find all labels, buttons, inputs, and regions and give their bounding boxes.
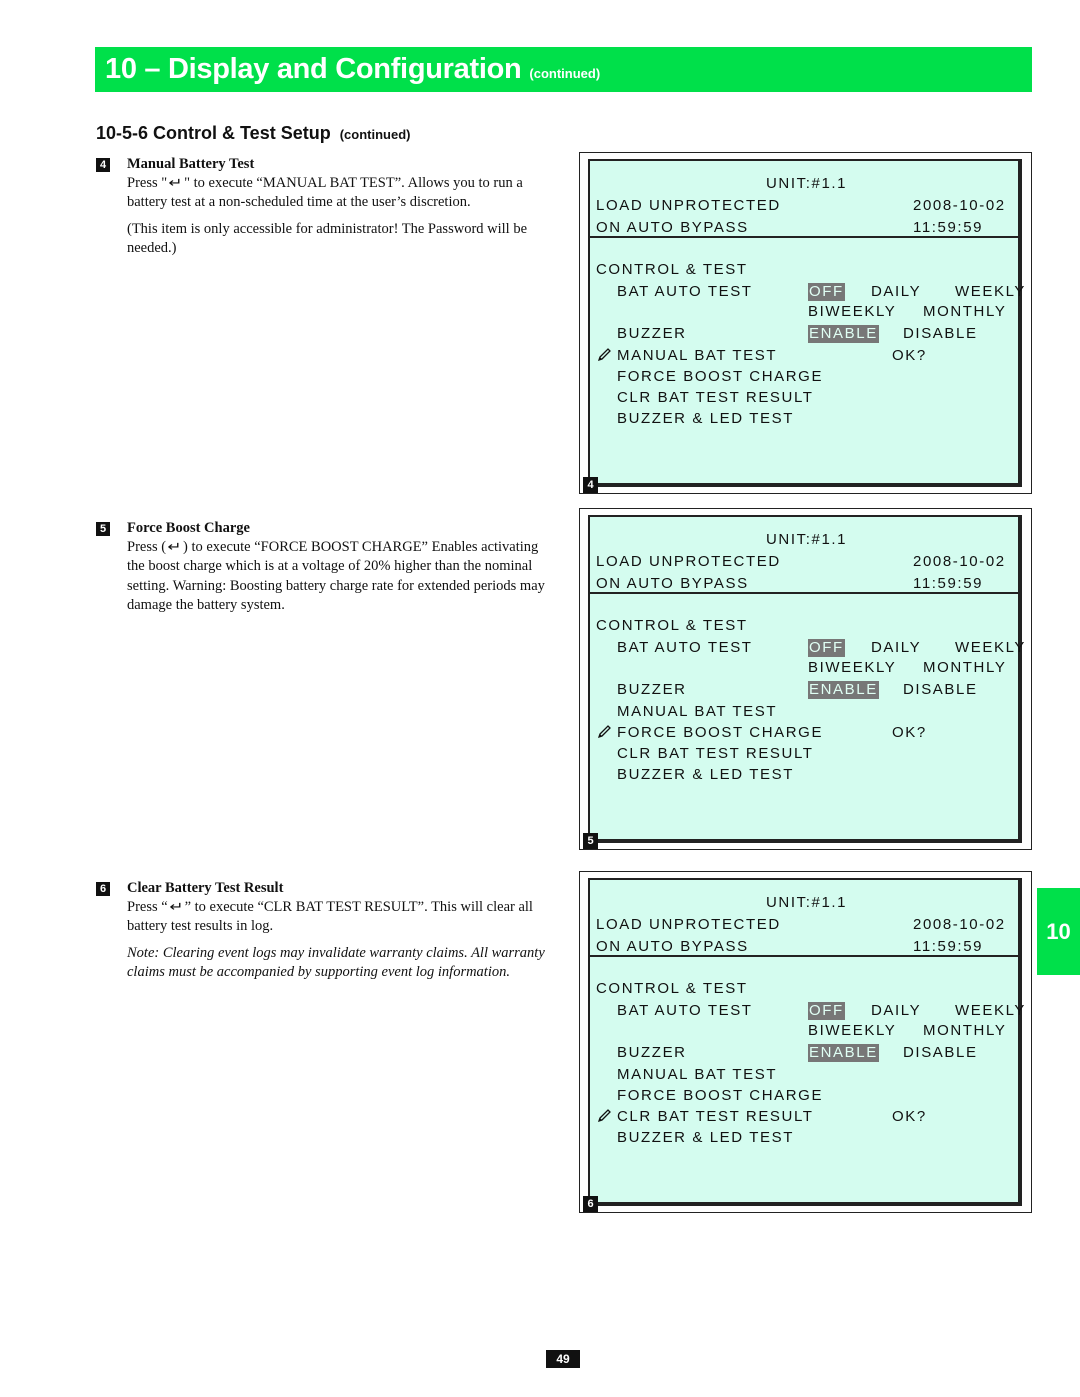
- lcd-ok-prompt[interactable]: OK?: [892, 347, 927, 364]
- lcd-ok-prompt[interactable]: OK?: [892, 724, 927, 741]
- lcd-menu-title: CONTROL & TEST: [596, 980, 748, 997]
- item-number-badge: 6: [96, 882, 110, 896]
- lcd-date: 2008-10-02: [913, 553, 1006, 570]
- page-number: 49: [546, 1350, 580, 1368]
- section-heading: [96, 123, 410, 144]
- lcd-item-clr-bat-test-result[interactable]: CLR BAT TEST RESULT: [617, 745, 814, 762]
- lcd-unit: UNIT:#1.1: [766, 175, 848, 192]
- lcd-option-biweekly[interactable]: BIWEEKLY: [808, 659, 897, 676]
- lcd-panel-5: [579, 508, 1032, 850]
- lcd-screen: [588, 878, 1027, 1206]
- lcd-menu-title: CONTROL & TEST: [596, 261, 748, 278]
- lcd-option-daily[interactable]: DAILY: [871, 283, 922, 300]
- lcd-option-disable[interactable]: DISABLE: [903, 681, 978, 698]
- lcd-item-buzzer[interactable]: BUZZER: [617, 681, 687, 698]
- lcd-time: 11:59:59: [913, 219, 984, 236]
- lcd-option-monthly[interactable]: MONTHLY: [923, 659, 1007, 676]
- lcd-item-bat-auto-test[interactable]: BAT AUTO TEST: [617, 639, 753, 656]
- panel-number-badge: 6: [583, 1196, 598, 1212]
- lcd-ok-prompt[interactable]: OK?: [892, 1108, 927, 1125]
- lcd-status-bypass: ON AUTO BYPASS: [596, 575, 749, 592]
- lcd-status-load: LOAD UNPROTECTED: [596, 553, 781, 570]
- lcd-item-bat-auto-test[interactable]: BAT AUTO TEST: [617, 283, 753, 300]
- enter-key-icon: ↵: [169, 900, 184, 915]
- lcd-option-biweekly[interactable]: BIWEEKLY: [808, 303, 897, 320]
- lcd-item-clr-bat-test-result[interactable]: CLR BAT TEST RESULT: [617, 389, 814, 406]
- lcd-status-load: LOAD UNPROTECTED: [596, 916, 781, 933]
- lcd-item-buzzer[interactable]: BUZZER: [617, 325, 687, 342]
- pencil-cursor-icon: [597, 347, 612, 362]
- panel-number-badge: 5: [583, 833, 598, 849]
- item-description: Press (↵) to execute “FORCE BOOST CHARGE” Enables activating the boost charge which is at a voltage of 20% higher than the nominal setting. Warning: Boosting battery charge rate for extended periods may damage the battery system.: [127, 539, 545, 613]
- lcd-item-force-boost-charge[interactable]: FORCE BOOST CHARGE: [617, 1087, 824, 1104]
- lcd-status-bypass: ON AUTO BYPASS: [596, 938, 749, 955]
- item-force-boost-charge: [96, 519, 551, 622]
- item-number-badge: 4: [96, 158, 110, 172]
- item-number-badge: 5: [96, 522, 110, 536]
- enter-key-icon: ↵: [168, 176, 183, 191]
- lcd-unit: UNIT:#1.1: [766, 894, 848, 911]
- lcd-option-off[interactable]: OFF: [809, 1002, 844, 1019]
- lcd-option-enable[interactable]: ENABLE: [809, 1044, 878, 1061]
- lcd-option-daily[interactable]: DAILY: [871, 639, 922, 656]
- pencil-cursor-icon: [597, 724, 612, 739]
- lcd-time: 11:59:59: [913, 575, 984, 592]
- lcd-item-clr-bat-test-result[interactable]: CLR BAT TEST RESULT: [617, 1108, 814, 1125]
- lcd-item-buzzer-led-test[interactable]: BUZZER & LED TEST: [617, 766, 794, 783]
- lcd-screen: [588, 515, 1027, 843]
- lcd-option-biweekly[interactable]: BIWEEKLY: [808, 1022, 897, 1039]
- lcd-panel-6: [579, 871, 1032, 1213]
- lcd-option-off[interactable]: OFF: [809, 283, 844, 300]
- lcd-item-force-boost-charge[interactable]: FORCE BOOST CHARGE: [617, 368, 824, 385]
- lcd-option-weekly[interactable]: WEEKLY: [955, 639, 1027, 656]
- lcd-time: 11:59:59: [913, 938, 984, 955]
- item-description: Press “↵” to execute “CLR BAT TEST RESULT”. This will clear all battery test results in log.: [127, 899, 533, 935]
- lcd-option-monthly[interactable]: MONTHLY: [923, 303, 1007, 320]
- lcd-date: 2008-10-02: [913, 197, 1006, 214]
- lcd-option-weekly[interactable]: WEEKLY: [955, 283, 1027, 300]
- lcd-option-off[interactable]: OFF: [809, 639, 844, 656]
- chapter-side-tab: 10: [1037, 888, 1080, 975]
- item-title: Clear Battery Test Result: [127, 880, 284, 896]
- item-access-note: (This item is only accessible for administrator! The Password will be needed.): [127, 220, 528, 256]
- section-continued: (continued): [339, 127, 411, 142]
- lcd-option-enable[interactable]: ENABLE: [809, 681, 878, 698]
- lcd-item-buzzer-led-test[interactable]: BUZZER & LED TEST: [617, 410, 794, 427]
- lcd-screen: [588, 159, 1027, 487]
- item-title: Force Boost Charge: [127, 520, 250, 536]
- lcd-divider: [590, 236, 1018, 238]
- lcd-menu-title: CONTROL & TEST: [596, 617, 748, 634]
- lcd-item-bat-auto-test[interactable]: BAT AUTO TEST: [617, 1002, 753, 1019]
- lcd-option-disable[interactable]: DISABLE: [903, 325, 978, 342]
- section-title: 10-5-6 Control & Test Setup: [96, 123, 331, 143]
- lcd-item-buzzer[interactable]: BUZZER: [617, 1044, 687, 1061]
- lcd-option-weekly[interactable]: WEEKLY: [955, 1002, 1027, 1019]
- item-clear-battery-test-result: [96, 879, 551, 989]
- warranty-note: Note: Clearing event logs may invalidate warranty claims. All warranty claims must be accompanied by supporting event log information.: [127, 944, 545, 980]
- lcd-divider: [590, 592, 1018, 594]
- item-manual-battery-test: [96, 155, 551, 265]
- lcd-panel-4: [579, 152, 1032, 494]
- panel-number-badge: 4: [583, 477, 598, 493]
- item-description: Press "↵" to execute “MANUAL BAT TEST”. Allows you to run a battery test at a non-scheduled time at the user’s discretion.: [127, 175, 523, 211]
- chapter-continued: (continued): [529, 66, 601, 81]
- lcd-date: 2008-10-02: [913, 916, 1006, 933]
- lcd-item-manual-bat-test[interactable]: MANUAL BAT TEST: [617, 1066, 778, 1083]
- lcd-item-manual-bat-test[interactable]: MANUAL BAT TEST: [617, 703, 778, 720]
- lcd-option-disable[interactable]: DISABLE: [903, 1044, 978, 1061]
- lcd-item-buzzer-led-test[interactable]: BUZZER & LED TEST: [617, 1129, 794, 1146]
- lcd-status-load: LOAD UNPROTECTED: [596, 197, 781, 214]
- lcd-option-daily[interactable]: DAILY: [871, 1002, 922, 1019]
- lcd-item-manual-bat-test[interactable]: MANUAL BAT TEST: [617, 347, 778, 364]
- chapter-title: 10 – Display and Configuration: [105, 53, 522, 85]
- item-title: Manual Battery Test: [127, 156, 255, 172]
- lcd-option-enable[interactable]: ENABLE: [809, 325, 878, 342]
- chapter-header: [95, 47, 1032, 92]
- lcd-status-bypass: ON AUTO BYPASS: [596, 219, 749, 236]
- lcd-unit: UNIT:#1.1: [766, 531, 848, 548]
- pencil-cursor-icon: [597, 1108, 612, 1123]
- lcd-item-force-boost-charge[interactable]: FORCE BOOST CHARGE: [617, 724, 824, 741]
- lcd-option-monthly[interactable]: MONTHLY: [923, 1022, 1007, 1039]
- lcd-divider: [590, 955, 1018, 957]
- enter-key-icon: ↵: [167, 540, 182, 555]
